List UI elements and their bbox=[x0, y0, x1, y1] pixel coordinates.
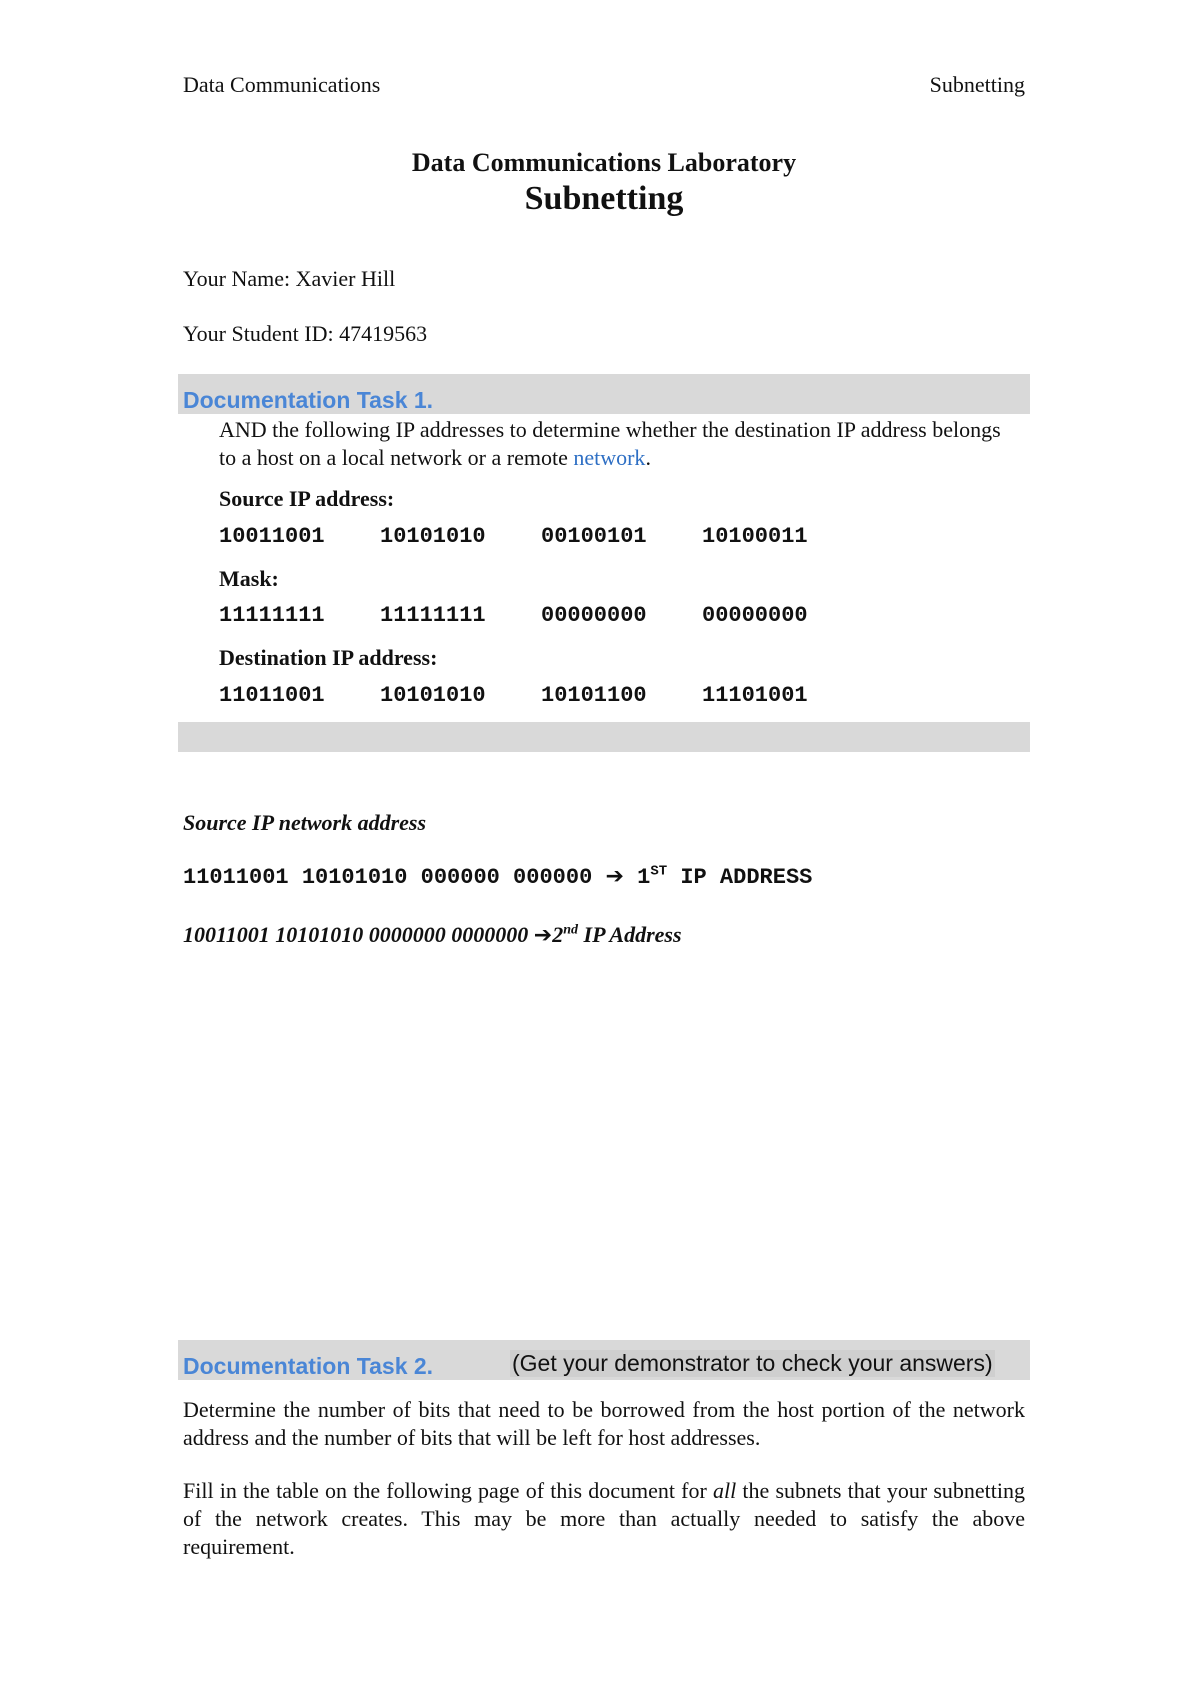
octet: 10100011 bbox=[702, 524, 808, 549]
mask-octets bbox=[219, 603, 863, 628]
source-ip-label: Source IP address: bbox=[219, 486, 395, 511]
task2-paragraph-2 bbox=[183, 1477, 1025, 1561]
answer-line-1-number: 1 bbox=[623, 865, 651, 890]
task1-instructions bbox=[219, 416, 1019, 472]
answer-line-1 bbox=[183, 864, 812, 890]
answer-line-2-number: 2 bbox=[552, 922, 564, 947]
octet: 00000000 bbox=[541, 603, 647, 628]
task2-paragraph-2-emphasis: all bbox=[713, 1478, 737, 1503]
answer-line-1-label: IP ADDRESS bbox=[667, 865, 813, 890]
octet: 10101010 bbox=[380, 683, 486, 708]
octet: 11111111 bbox=[219, 603, 325, 628]
octet: 11101001 bbox=[702, 683, 808, 708]
student-id-field: Your Student ID: 47419563 bbox=[183, 321, 428, 346]
answer-line-1-bits: 11011001 10101010 000000 000000 bbox=[183, 865, 606, 890]
document-title: Subnetting bbox=[524, 180, 684, 217]
task2-paragraph-1: Determine the number of bits that need to be borrowed from the host portion of the network address and the number of bits that will be left for host addresses. bbox=[183, 1397, 1025, 1450]
running-header-left: Data Communications bbox=[183, 72, 381, 97]
task2-paragraph-2-post: the subnets that your subnetting of the network creates. This may be more than actually needed to satisfy the above requirement. bbox=[183, 1478, 1026, 1559]
arrow-right-icon: ➔ bbox=[533, 923, 553, 948]
octet: 10101010 bbox=[380, 524, 486, 549]
octet: 00100101 bbox=[541, 524, 647, 549]
student-name-field: Your Name: Xavier Hill bbox=[183, 266, 396, 291]
task1-instructions-end: . bbox=[645, 445, 651, 470]
lab-title: Data Communications Laboratory bbox=[411, 148, 797, 177]
answer-line-1-suffix: ST bbox=[650, 863, 668, 880]
destination-ip-label: Destination IP address: bbox=[219, 645, 438, 670]
arrow-right-icon: ➔ bbox=[605, 864, 624, 889]
source-ip-octets bbox=[219, 524, 863, 549]
answer-line-2 bbox=[183, 922, 682, 948]
octet: 00000000 bbox=[702, 603, 808, 628]
task1-instructions-text: AND the following IP addresses to determine whether the destination IP address belongs to a host on a local network or a remote bbox=[219, 417, 1001, 470]
task1-title: Documentation Task 1. bbox=[183, 387, 434, 413]
answer-line-2-label: IP Address bbox=[578, 922, 682, 947]
source-network-heading: Source IP network address bbox=[183, 810, 427, 835]
answer-line-2-bits: 10011001 10101010 0000000 0000000 bbox=[183, 922, 534, 947]
mask-label: Mask: bbox=[219, 566, 279, 591]
answer-line-2-suffix: nd bbox=[563, 922, 579, 938]
task2-demonstrator-note: (Get your demonstrator to check your answers) bbox=[512, 1350, 993, 1376]
task2-title: Documentation Task 2. bbox=[183, 1353, 434, 1379]
task1-footer-bar bbox=[178, 722, 1030, 752]
octet: 10101100 bbox=[541, 683, 647, 708]
octet: 11011001 bbox=[219, 683, 325, 708]
octet: 11111111 bbox=[380, 603, 486, 628]
network-link[interactable]: network bbox=[573, 445, 646, 470]
destination-ip-octets bbox=[219, 683, 863, 708]
octet: 10011001 bbox=[219, 524, 325, 549]
task2-paragraph-2-pre: Fill in the table on the following page of this document for bbox=[183, 1478, 713, 1503]
running-header-right: Subnetting bbox=[929, 72, 1025, 97]
